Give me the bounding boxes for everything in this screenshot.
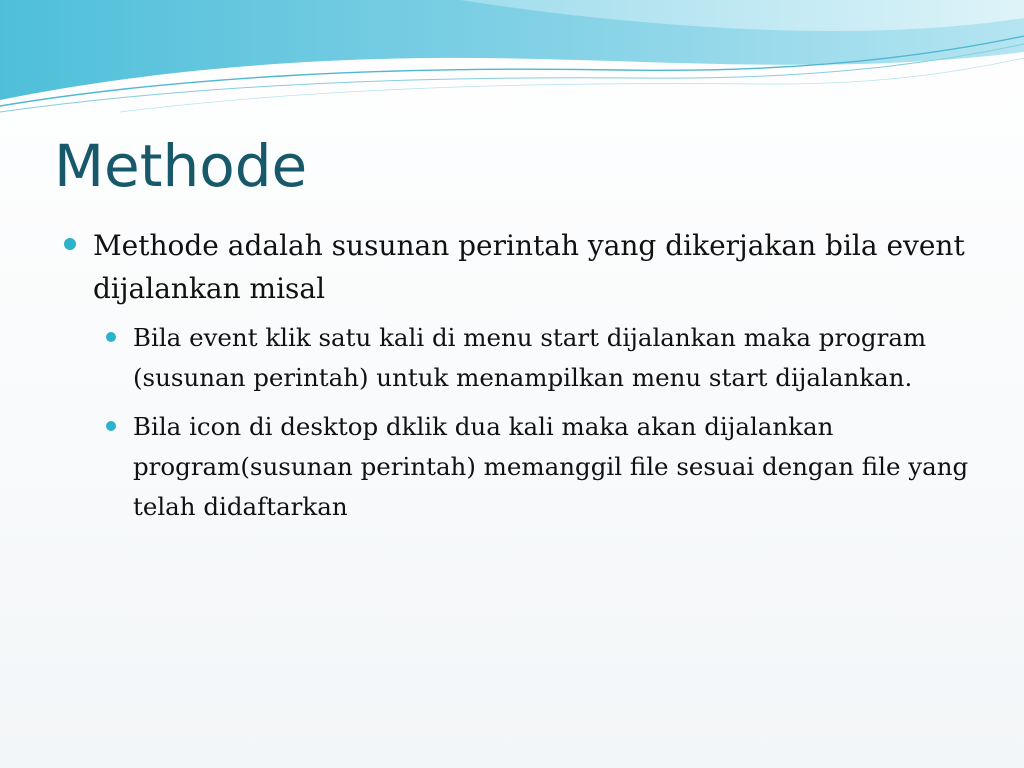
- sub-bullet-item: [104, 407, 982, 527]
- bullet-text: Methode adalah susunan perintah yang dikerjakan bila event dijalankan misal: [93, 229, 965, 305]
- sub-bullet-text: Bila icon di desktop dklik dua kali maka akan dijalankan program(susunan perintah) memanggil file sesuai dengan file yang telah didaftarkan: [133, 412, 969, 521]
- sub-bullet-dot-icon: [106, 332, 116, 342]
- bullet-item: [62, 224, 982, 310]
- sub-bullet-dot-icon: [106, 421, 116, 431]
- header-wave-decoration: [0, 0, 1024, 130]
- slide-content: [62, 224, 982, 536]
- sub-bullet-text: Bila event klik satu kali di menu start dijalankan maka program (susunan perintah) untuk menampilkan menu start dijalankan.: [133, 323, 927, 392]
- bullet-dot-icon: [64, 238, 76, 250]
- sub-bullet-item: [104, 318, 982, 398]
- sub-bullet-list: [62, 318, 982, 527]
- slide-title: Methode: [54, 132, 308, 200]
